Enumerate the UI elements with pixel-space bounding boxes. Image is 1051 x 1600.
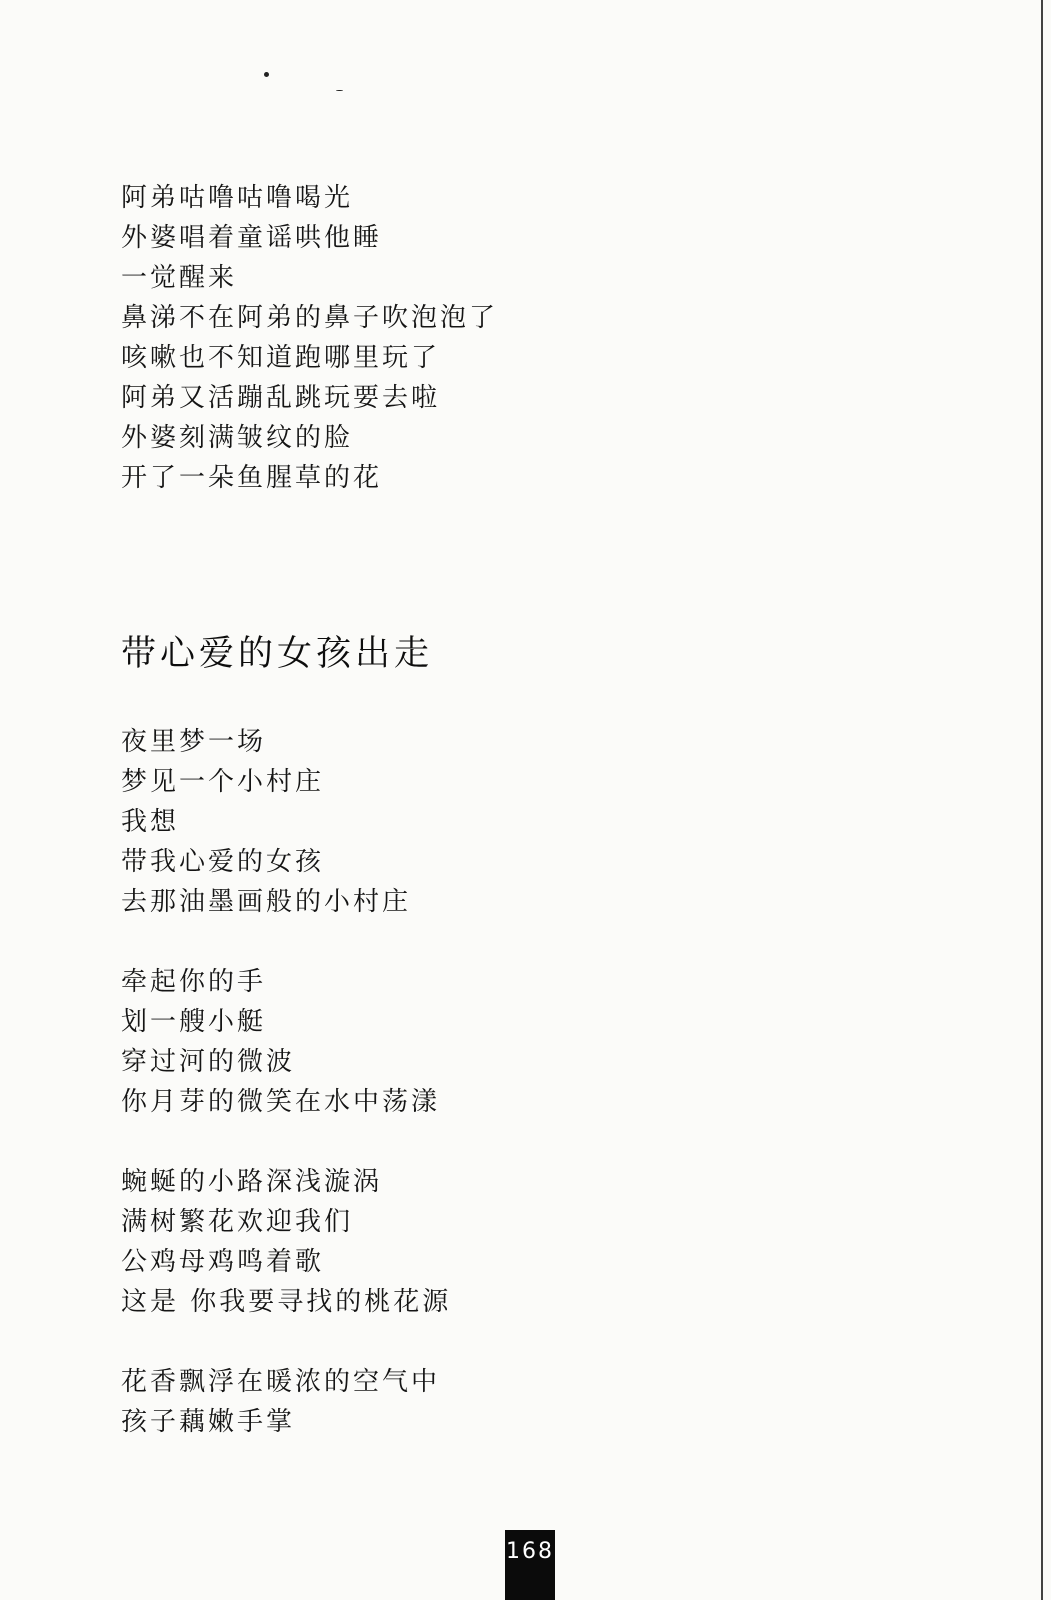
- poem-line: 一觉醒来: [121, 263, 238, 293]
- poem-line: 开了一朵鱼腥草的花: [121, 463, 383, 493]
- print-speck: [336, 90, 343, 91]
- page-number: 168: [505, 1530, 555, 1600]
- poem-line: 这是 你我要寻找的桃花源: [121, 1287, 452, 1317]
- poem-line: 公鸡母鸡鸣着歌: [121, 1247, 325, 1277]
- poem-line: 鼻涕不在阿弟的鼻子吹泡泡了: [121, 303, 499, 333]
- poem-line: 去那油墨画般的小村庄: [121, 887, 412, 917]
- poem-line: 外婆唱着童谣哄他睡: [121, 223, 383, 253]
- poem-line: 梦见一个小村庄: [121, 767, 325, 797]
- poem-line: 夜里梦一场: [121, 727, 267, 757]
- poem-line: 蜿蜒的小路深浅漩涡: [121, 1167, 383, 1197]
- poem-stanza-1: [121, 722, 411, 922]
- poem-line: 外婆刻满皱纹的脸: [121, 423, 354, 453]
- poem-stanza-2: [121, 962, 440, 1122]
- poem-line: 阿弟咕噜咕噜喝光: [121, 183, 354, 213]
- poem-line: 我想: [121, 807, 180, 837]
- print-speck: [264, 72, 269, 77]
- poem-line: 带我心爱的女孩: [121, 847, 325, 877]
- poem-line: 穿过河的微波: [121, 1047, 296, 1077]
- poem-line: 牵起你的手: [121, 967, 267, 997]
- poem-line: 孩子藕嫩手掌: [121, 1407, 296, 1437]
- poem-stanza-4: [121, 1362, 440, 1442]
- poem-title: 带心爱的女孩出走: [121, 634, 434, 674]
- poem-line: 阿弟又活蹦乱跳玩要去啦: [121, 383, 441, 413]
- page-edge-shadow: [1041, 0, 1043, 1600]
- poem-line: 划一艘小艇: [121, 1007, 267, 1037]
- previous-poem-tail: [121, 178, 498, 498]
- poem-line: 满树繁花欢迎我们: [121, 1207, 354, 1237]
- poem-line: 你月芽的微笑在水中荡漾: [121, 1087, 441, 1117]
- poem-line: 花香飘浮在暖浓的空气中: [121, 1367, 441, 1397]
- poem-line: 咳嗽也不知道跑哪里玩了: [121, 343, 441, 373]
- poem-stanza-3: [121, 1162, 451, 1322]
